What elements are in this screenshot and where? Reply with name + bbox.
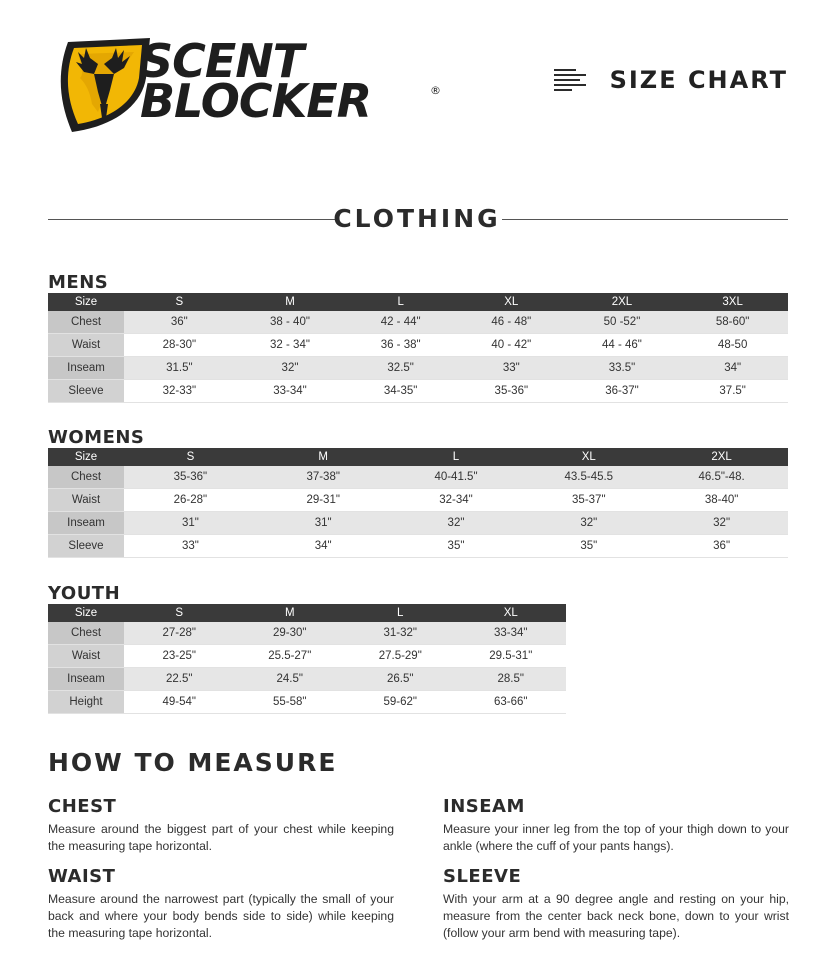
row-label: Sleeve [48,535,124,558]
chest-heading: CHEST [48,796,117,817]
table-cell: 49-54" [124,691,235,714]
row-label: Inseam [48,357,124,380]
brand-logo [54,34,444,134]
table-cell: 33" [456,357,567,380]
inseam-heading: INSEAM [443,796,525,817]
header-cell: 3XL [677,293,788,311]
header-cell: M [235,604,346,622]
table-cell: 29-31" [257,489,390,512]
table-cell: 31-32" [345,622,456,645]
table-cell: 35-37" [522,489,655,512]
table-row [48,622,566,645]
table-cell: 38-40" [655,489,788,512]
header-cell: M [235,293,346,311]
table-row [48,466,788,489]
table-row [48,380,788,403]
header-cell: S [124,293,235,311]
brand-name-line2: BLOCKER [140,74,372,128]
table-cell: 22.5" [124,668,235,691]
header-cell: L [345,604,456,622]
table-cell: 34" [677,357,788,380]
row-label: Inseam [48,512,124,535]
table-row [48,645,566,668]
table-cell: 44 - 46" [567,334,678,357]
table-cell: 46.5"-48. [655,466,788,489]
table-cell: 29-30" [235,622,346,645]
header-cell: 2XL [655,448,788,466]
registered-mark: ® [430,84,441,97]
header-cell: Size [48,448,124,466]
header-cell: S [124,448,257,466]
table-cell: 50 -52" [567,311,678,334]
row-label: Height [48,691,124,714]
table-row [48,334,788,357]
header-cell: XL [522,448,655,466]
table-cell: 25.5-27" [235,645,346,668]
table-cell: 33" [124,535,257,558]
table-cell: 31" [257,512,390,535]
table-cell: 32" [655,512,788,535]
table-cell: 27-28" [124,622,235,645]
table-cell: 29.5-31" [456,645,567,668]
table-cell: 28-30" [124,334,235,357]
table-row [48,535,788,558]
table-cell: 34" [257,535,390,558]
table-cell: 32.5" [345,357,456,380]
table-cell: 28.5" [456,668,567,691]
deer-shield-icon [54,34,154,134]
table-cell: 32-33" [124,380,235,403]
youth-size-table [48,604,566,714]
row-label: Sleeve [48,380,124,403]
brand-name-line1: SCENT [140,34,304,88]
table-header-row [48,448,788,466]
header-cell: Size [48,293,124,311]
waist-heading: WAIST [48,866,116,887]
header-cell: XL [456,604,567,622]
table-cell: 35-36" [124,466,257,489]
header-cell: S [124,604,235,622]
womens-title: WOMENS [48,427,145,448]
table-cell: 46 - 48" [456,311,567,334]
sleeve-heading: SLEEVE [443,866,522,887]
header-cell: XL [456,293,567,311]
table-cell: 43.5-45.5 [522,466,655,489]
row-label: Waist [48,489,124,512]
table-row [48,691,566,714]
mens-size-table [48,293,788,403]
waist-instructions: Measure around the narrowest part (typically the small of your back and where your body bends side to side) while keeping the measuring tape horizontal. [48,892,394,940]
table-cell: 37.5" [677,380,788,403]
table-cell: 31" [124,512,257,535]
how-to-measure-title: HOW TO MEASURE [48,748,338,777]
table-cell: 36 - 38" [345,334,456,357]
table-cell: 37-38" [257,466,390,489]
table-cell: 55-58" [235,691,346,714]
header-cell: 2XL [567,293,678,311]
inseam-instructions: Measure your inner leg from the top of your thigh down to your ankle (where the cuff of your pants hangs). [443,822,789,853]
table-cell: 27.5-29" [345,645,456,668]
table-cell: 42 - 44" [345,311,456,334]
table-cell: 36" [655,535,788,558]
table-cell: 32-34" [390,489,523,512]
table-cell: 59-62" [345,691,456,714]
table-cell: 35" [390,535,523,558]
row-label: Chest [48,466,124,489]
table-cell: 38 - 40" [235,311,346,334]
table-cell: 36" [124,311,235,334]
table-cell: 32" [522,512,655,535]
table-cell: 33-34" [456,622,567,645]
womens-size-table [48,448,788,558]
table-cell: 26.5" [345,668,456,691]
header-cell: L [390,448,523,466]
table-cell: 31.5" [124,357,235,380]
table-cell: 26-28" [124,489,257,512]
table-cell: 33.5" [567,357,678,380]
mens-title: MENS [48,272,109,293]
table-cell: 48-50 [677,334,788,357]
table-row [48,668,566,691]
table-cell: 33-34" [235,380,346,403]
table-row [48,311,788,334]
table-header-row [48,293,788,311]
list-lines-icon [554,69,586,91]
table-cell: 32 - 34" [235,334,346,357]
row-label: Inseam [48,668,124,691]
table-cell: 23-25" [124,645,235,668]
header-cell: Size [48,604,124,622]
table-cell: 34-35" [345,380,456,403]
row-label: Waist [48,334,124,357]
table-row [48,512,788,535]
table-cell: 35" [522,535,655,558]
table-cell: 35-36" [456,380,567,403]
table-row [48,489,788,512]
table-cell: 32" [390,512,523,535]
table-cell: 36-37" [567,380,678,403]
size-chart-title: SIZE CHART [609,66,788,94]
chest-instructions: Measure around the biggest part of your chest while keeping the measuring tape horizontal. [48,822,394,853]
sleeve-instructions: With your arm at a 90 degree angle and resting on your hip, measure from the center back neck bone, down to your wrist (follow your arm bend with measuring tape). [443,892,789,940]
table-cell: 32" [235,357,346,380]
header-cell: L [345,293,456,311]
youth-title: YOUTH [48,583,121,604]
table-cell: 24.5" [235,668,346,691]
table-header-row [48,604,566,622]
table-cell: 40 - 42" [456,334,567,357]
row-label: Chest [48,622,124,645]
table-cell: 40-41.5" [390,466,523,489]
section-title: CLOTHING [333,204,501,233]
row-label: Waist [48,645,124,668]
table-cell: 63-66" [456,691,567,714]
table-row [48,357,788,380]
header-cell: M [257,448,390,466]
size-chart-header [554,66,788,94]
table-cell: 58-60" [677,311,788,334]
row-label: Chest [48,311,124,334]
